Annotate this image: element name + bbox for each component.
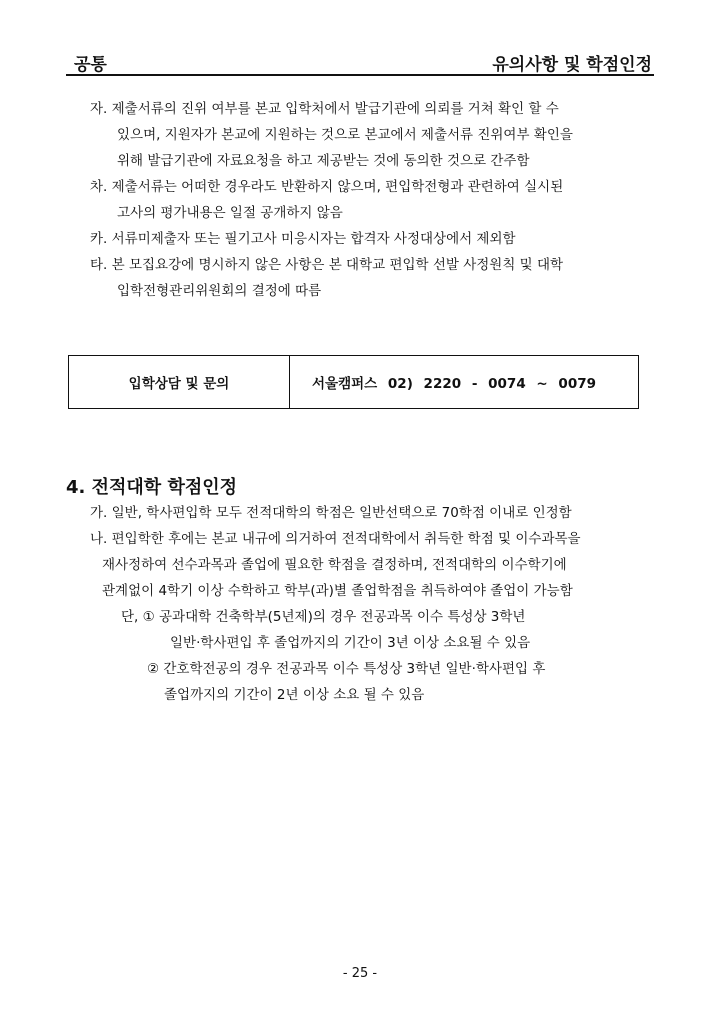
section-4-item-na-line3: 관계없이 4학기 이상 수학하고 학부(과)별 졸업학점을 취득하여야 졸업이 가능함 — [102, 583, 573, 599]
contact-phone: 서울캠퍼스 02) 2220 - 0074 ~ 0079 — [312, 376, 596, 392]
section-4-item-na-line2: 재사정하여 선수과목과 졸업에 필요한 학점을 결정하며, 전적대학의 이수학기에 — [102, 557, 567, 573]
item-ja-line1: 자. 제출서류의 진위 여부를 본교 입학처에서 발급기관에 의뢰를 거쳐 확인 할 수 — [90, 101, 559, 117]
item-cha-line2: 고사의 평가내용은 일절 공개하지 않음 — [117, 205, 343, 221]
item-ja-line2: 있으며, 지원자가 본교에 지원하는 것으로 본교에서 제출서류 진위여부 확인을 — [117, 127, 573, 143]
section-4-note-2-cont: 졸업까지의 기간이 2년 이상 소요 될 수 있음 — [164, 687, 425, 703]
header-section-title: 유의사항 및 학점인정 — [492, 55, 652, 75]
section-4-title: 4. 전적대학 학점인정 — [66, 477, 237, 498]
header-category: 공통 — [74, 55, 107, 75]
item-ja-line3: 위해 발급기관에 자료요청을 하고 제공받는 것에 동의한 것으로 간주함 — [117, 153, 530, 169]
item-ta-line2: 입학전형관리위원회의 결정에 따름 — [117, 283, 322, 299]
page-number: - 25 - — [342, 966, 378, 981]
section-4-item-na-line1: 나. 편입학한 후에는 본교 내규에 의거하여 전적대학에서 취득한 학점 및 이수과목을 — [90, 531, 581, 547]
item-cha-line1: 차. 제출서류는 어떠한 경우라도 반환하지 않으며, 편입학전형과 관련하여 실시된 — [90, 179, 564, 195]
section-4-note-1: 단, ① 공과대학 건축학부(5년제)의 경우 전공과목 이수 특성상 3학년 — [121, 609, 526, 625]
contact-label: 입학상담 및 문의 — [69, 356, 290, 408]
section-4-item-ga: 가. 일반, 학사편입학 모두 전적대학의 학점은 일반선택으로 70학점 이내로 인정함 — [90, 505, 572, 521]
section-4-note-1-cont: 일반·학사편입 후 졸업까지의 기간이 3년 이상 소요될 수 있음 — [170, 635, 531, 651]
item-ta-line1: 타. 본 모집요강에 명시하지 않은 사항은 본 대학교 편입학 선발 사정원칙 및 대학 — [90, 257, 564, 273]
contact-table — [68, 355, 639, 409]
page-header — [66, 46, 654, 76]
section-4-note-2: ② 간호학전공의 경우 전공과목 이수 특성상 3학년 일반·학사편입 후 — [147, 661, 546, 677]
item-ka-line1: 카. 서류미제출자 또는 필기고사 미응시자는 합격자 사정대상에서 제외함 — [90, 231, 516, 247]
